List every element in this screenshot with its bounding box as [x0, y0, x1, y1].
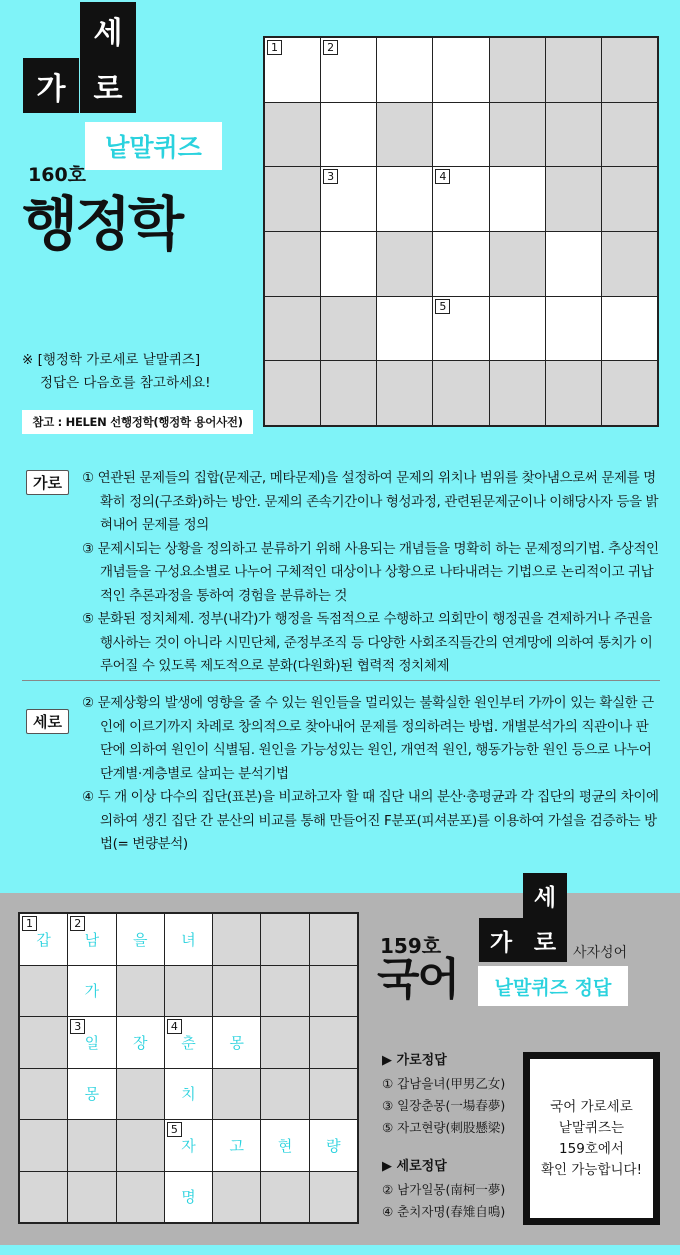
- answer-cell: [68, 914, 115, 965]
- grid-cell[interactable]: [377, 167, 432, 231]
- grid-cell[interactable]: [377, 38, 432, 102]
- answer-char: 량: [326, 1136, 341, 1155]
- grid-cell: [265, 232, 320, 296]
- issue-number: 160호: [28, 164, 87, 186]
- answer-cell: [310, 1120, 357, 1171]
- grid-cell: [265, 297, 320, 361]
- prev-down-2: ② 남가일몽(南柯一夢): [382, 1182, 506, 1197]
- clue-number: 4: [167, 1019, 182, 1034]
- answer-cell: [20, 966, 67, 1017]
- clue-number: 5: [167, 1122, 182, 1137]
- grid-cell: [377, 361, 432, 425]
- quiz-subject: 행정학: [22, 190, 182, 258]
- grid-cell[interactable]: [321, 38, 376, 102]
- prev-label: 낱말퀴즈 정답: [478, 966, 628, 1006]
- answer-cell: [68, 1172, 115, 1223]
- answer-cell: [310, 1172, 357, 1223]
- quiz-label: 낱말퀴즈: [85, 122, 222, 170]
- answer-cell: [165, 1172, 212, 1223]
- answer-cell: [261, 1120, 308, 1171]
- answer-cell: [213, 1069, 260, 1120]
- answer-cell: [310, 914, 357, 965]
- answer-cell: [213, 966, 260, 1017]
- grid-cell: [321, 361, 376, 425]
- answer-cell: [310, 966, 357, 1017]
- grid-cell: [546, 361, 601, 425]
- grid-cell[interactable]: [490, 297, 545, 361]
- prev-across-head: ▶ 가로정답: [382, 1053, 447, 1068]
- down-clue-4: ④ 두 개 이상 다수의 집단(표본)을 비교하고자 할 때 집단 내의 분산·총평균과 각 집단의 평균의 차이에 의하여 생긴 집단 간 분산의 비교를 통해 만들어진 F분포(피셔분포)를 이용하여 가설을 검증하는 방법(= 변량분석): [82, 789, 659, 852]
- grid-cell: [490, 103, 545, 167]
- answer-char: 남: [84, 930, 100, 949]
- grid-cell: [602, 38, 657, 102]
- clue-number: 4: [435, 169, 450, 184]
- across-clues: [82, 467, 660, 679]
- answer-cell: [261, 914, 308, 965]
- info-line-1: 국어 가로세로: [550, 1098, 633, 1115]
- prev-issue-number: 159호: [380, 934, 442, 958]
- clue-number: 1: [267, 40, 282, 55]
- answer-cell: [117, 1069, 164, 1120]
- grid-cell: [377, 232, 432, 296]
- answer-cell: [165, 1017, 212, 1068]
- answer-char: 명: [181, 1188, 196, 1207]
- grid-cell[interactable]: [321, 232, 376, 296]
- answer-grid: [18, 912, 359, 1224]
- answer-cell: [68, 966, 115, 1017]
- across-clue-1: ① 연관된 문제들의 집합(문제군, 메타문제)을 설정하여 문제의 위치나 범위를 찾아냄으로써 문제를 명확히 정의(구조화)하는 방안. 문제의 존속기간이나 형성과정, 관련된문제군이나 이해당사자 등을 밝혀내어 문제를 정의: [82, 470, 659, 533]
- grid-cell[interactable]: [490, 167, 545, 231]
- grid-cell[interactable]: [321, 103, 376, 167]
- grid-cell: [546, 167, 601, 231]
- answer-cell: [213, 914, 260, 965]
- grid-cell[interactable]: [433, 38, 488, 102]
- answer-cell: [213, 1172, 260, 1223]
- answer-cell: [310, 1017, 357, 1068]
- title-block-se: 세: [80, 2, 136, 58]
- grid-cell: [602, 103, 657, 167]
- prev-category: 사자성어: [573, 945, 628, 961]
- grid-cell[interactable]: [377, 297, 432, 361]
- clue-number: 5: [435, 299, 450, 314]
- answer-char: 몽: [229, 1033, 245, 1052]
- grid-cell[interactable]: [602, 297, 657, 361]
- answer-cell: [261, 966, 308, 1017]
- answer-cell: [213, 1017, 260, 1068]
- across-tag: 가로: [26, 470, 69, 495]
- answer-cell: [20, 1069, 67, 1120]
- grid-cell: [433, 361, 488, 425]
- clue-number: 2: [323, 40, 338, 55]
- grid-cell: [490, 38, 545, 102]
- answer-cell: [117, 1172, 164, 1223]
- grid-cell: [546, 103, 601, 167]
- reference-label: 참고 : HELEN 선행정학(행정학 용어사전): [22, 410, 253, 434]
- info-line-4: 확인 가능합니다!: [541, 1161, 642, 1178]
- prev-title-block-ga: 가: [479, 918, 523, 962]
- answer-cell: [165, 1069, 212, 1120]
- prev-title-block-se: 세: [523, 873, 567, 918]
- answer-char: 현: [277, 1136, 293, 1155]
- clue-number: 3: [323, 169, 338, 184]
- grid-cell: [377, 103, 432, 167]
- clue-number: 2: [70, 916, 85, 931]
- answer-cell: [310, 1069, 357, 1120]
- crossword-grid: [263, 36, 659, 427]
- answer-cell: [68, 1069, 115, 1120]
- answer-char: 가: [84, 982, 100, 1001]
- answer-char: 몽: [84, 1085, 100, 1104]
- answer-char: 고: [229, 1136, 245, 1155]
- answer-cell: [20, 1172, 67, 1223]
- answer-char: 춘: [181, 1033, 196, 1052]
- answer-cell: [117, 1017, 164, 1068]
- answer-char: 자: [181, 1136, 196, 1155]
- answer-cell: [20, 1017, 67, 1068]
- clue-number: 1: [22, 916, 37, 931]
- answer-char: 을: [132, 930, 148, 949]
- across-clue-5: ⑤ 분화된 정치체제. 정부(내각)가 행정을 독점적으로 수행하고 의회만이 행정권을 견제하거나 주권을 행사하는 것이 아니라 시민단체, 준정부조직 등 다양한 사회조직들간의 연계망에 의하여 통치가 이루어질 수 있도록 제도적으로 분화(다원화)된 협력적 정치체제: [82, 611, 653, 674]
- answer-cell: [20, 1120, 67, 1171]
- prev-down-4: ④ 춘치자명(春雉自鳴): [382, 1204, 506, 1219]
- prev-across-5: ⑤ 자고현량(刺股懸梁): [382, 1120, 506, 1135]
- answer-char: 일: [84, 1033, 100, 1052]
- answer-cell: [261, 1172, 308, 1223]
- answer-cell: [165, 1120, 212, 1171]
- grid-cell[interactable]: [433, 167, 488, 231]
- answer-cell: [261, 1069, 308, 1120]
- answer-cell: [165, 914, 212, 965]
- across-clue-3: ③ 문제시되는 상황을 정의하고 분류하기 위해 사용되는 개념들을 명확히 하는 문제정의기법. 추상적인 개념들을 구성요소별로 나누어 구체적인 대상이나 상황으로 나타내려는 기법으로 논리적이고 귀납적인 추론과정을 통하여 경험을 분류하는 것: [82, 540, 659, 604]
- answer-cell: [117, 966, 164, 1017]
- grid-cell: [265, 103, 320, 167]
- grid-cell: [321, 297, 376, 361]
- answer-cell: [20, 914, 67, 965]
- grid-cell[interactable]: [433, 103, 488, 167]
- grid-cell: [490, 361, 545, 425]
- prev-down-head: ▶ 세로정답: [382, 1159, 447, 1174]
- grid-cell[interactable]: [433, 232, 488, 296]
- grid-cell[interactable]: [546, 232, 601, 296]
- prev-across-list: [382, 1073, 505, 1139]
- prev-across-3: ③ 일장춘몽(一場春夢): [382, 1098, 506, 1113]
- title-block-ga: 가: [23, 58, 79, 113]
- prev-title-block-ro: 로: [523, 918, 567, 962]
- prev-info-box: [523, 1052, 660, 1225]
- note-line-2: 정답은 다음호를 참고하세요!: [40, 375, 211, 391]
- down-tag: 세로: [26, 709, 69, 734]
- info-line-3: 159호에서: [559, 1140, 624, 1157]
- answer-char: 갑: [36, 930, 51, 949]
- answer-char: 녀: [181, 930, 196, 949]
- answer-cell: [68, 1017, 115, 1068]
- answer-cell: [213, 1120, 260, 1171]
- info-line-2: 낱말퀴즈는: [558, 1119, 625, 1136]
- grid-cell[interactable]: [265, 38, 320, 102]
- grid-cell: [546, 38, 601, 102]
- bottom-strip: [0, 1245, 680, 1255]
- clue-divider: [22, 680, 660, 681]
- prev-across-1: ① 갑남을녀(甲男乙女): [382, 1076, 506, 1091]
- grid-cell: [602, 167, 657, 231]
- answer-cell: [165, 966, 212, 1017]
- answer-char: 치: [181, 1085, 196, 1104]
- down-clue-2: ② 문제상황의 발생에 영향을 줄 수 있는 원인들을 멀리있는 불확실한 원인부터 가까이 있는 확실한 근인에 이르기까지 차례로 창의적으로 찾아내어 문제를 정의하려는 방법. 개별분석가의 직관이나 판단에 의하여 원인이 식별됨. 원인을 가능성있는 원인, 개연적 원인, 행동가능한 원인 등으로 나누어 단계별·계층별로 살피는 분석기법: [82, 695, 654, 782]
- prev-subject: 국어: [377, 954, 459, 1005]
- grid-cell[interactable]: [433, 297, 488, 361]
- answer-cell: [117, 1120, 164, 1171]
- down-clues: [82, 692, 660, 857]
- grid-cell: [602, 361, 657, 425]
- grid-cell: [265, 361, 320, 425]
- grid-cell[interactable]: [321, 167, 376, 231]
- title-block-ro: 로: [80, 58, 136, 113]
- answer-cell: [117, 914, 164, 965]
- answer-cell: [68, 1120, 115, 1171]
- grid-cell: [602, 232, 657, 296]
- grid-cell[interactable]: [546, 297, 601, 361]
- prev-down-list: [382, 1179, 505, 1223]
- note-line-1: ※ [행정학 가로세로 낱말퀴즈]: [22, 352, 201, 368]
- answer-char: 장: [132, 1033, 148, 1052]
- clue-number: 3: [70, 1019, 85, 1034]
- grid-cell: [265, 167, 320, 231]
- answer-cell: [261, 1017, 308, 1068]
- grid-cell: [490, 232, 545, 296]
